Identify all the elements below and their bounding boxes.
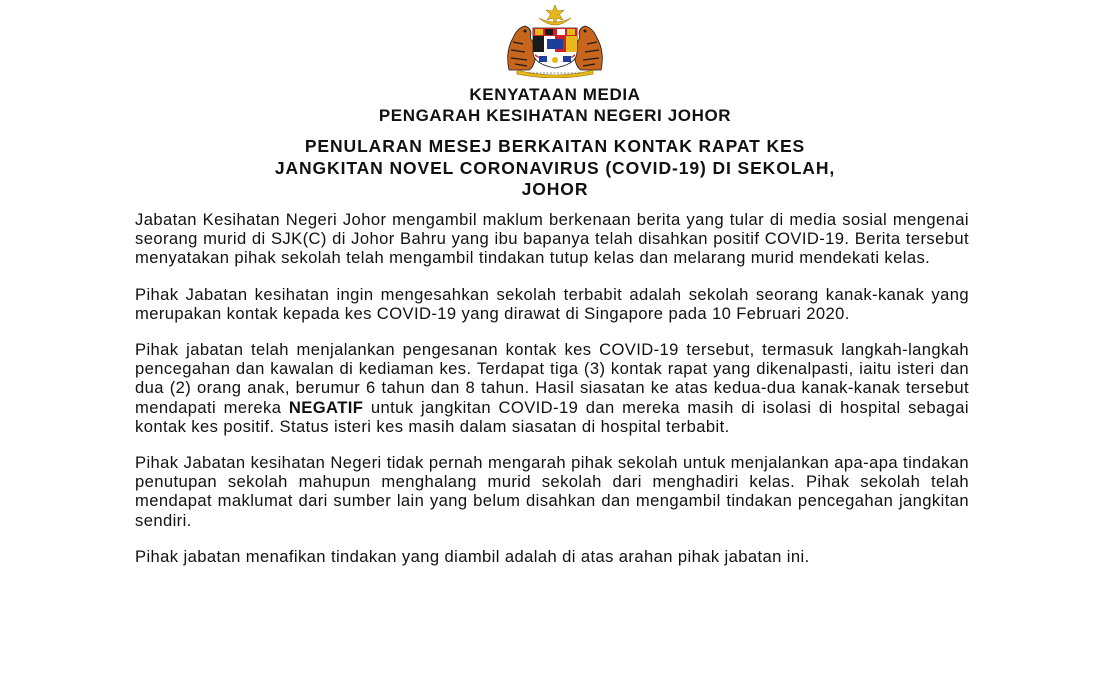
paragraph-3-text-after: untuk jangkitan COVID-19 dan mereka masih di isolasi di hospital sebagai kontak kes positif. Status isteri kes masih dalam siasatan di hospital terbabit. <box>135 397 970 436</box>
paragraph-2: Pihak Jabatan kesihatan ingin mengesahkan sekolah terbabit adalah sekolah seorang kanak-kanak yang merupakan kontak kepada kes COVID-19 yang dirawat di Singapore pada 10 Februari 2020. <box>135 284 969 323</box>
headline-line-2: JANGKITAN NOVEL CORONAVIRUS (COVID-19) DI SEKOLAH, <box>274 157 836 178</box>
issuing-authority: PENGARAH KESIHATAN NEGERI JOHOR <box>378 106 732 125</box>
crest-container <box>0 4 1110 78</box>
paragraph-3 <box>135 340 969 436</box>
paragraph-4: Pihak Jabatan kesihatan Negeri tidak pernah mengarah pihak sekolah untuk menjalankan apa-apa tindakan penutupan sekolah mahupun menghalang murid sekolah dari menghadiri kelas. Pihak sekolah telah mendapat maklumat dari sumber lain yang belum disahkan dan mengambil tindakan pencegahan jangkitan sendiri. <box>135 453 969 530</box>
headline-line-3: JOHOR <box>521 179 589 199</box>
crest-ribbon <box>517 70 593 78</box>
negative-result-emphasis: NEGATIF <box>288 397 364 417</box>
right-tiger <box>575 26 602 70</box>
crest-shield <box>533 28 577 68</box>
paragraph-1: Jabatan Kesihatan Negeri Johor mengambil maklum berkenaan berita yang tular di media sosial mengenai seorang murid di SJK(C) di Johor Bahru yang ibu bapanya telah disahkan positif COVID-19. Berita tersebut menyatakan pihak sekolah telah mengambil tindakan tutup kelas dan melarang murid mendekati kelas. <box>135 210 969 268</box>
paragraph-5: Pihak jabatan menafikan tindakan yang diambil adalah di atas arahan pihak jabatan ini. <box>135 546 810 566</box>
paragraph-3-text-before: Pihak jabatan telah menjalankan pengesanan kontak kes COVID-19 tersebut, termasuk langkah-langkah pencegahan dan kawalan di kediaman kes. Terdapat tiga (3) kontak rapat yang dikenalpasti, iaitu isteri dan dua (2) orang anak, berumur 6 tahun dan 8 tahun. Hasil siasatan ke atas kedua-dua kanak-kanak tersebut mendapati mereka <box>135 340 969 417</box>
statement-header <box>120 84 990 126</box>
statement-body <box>135 210 969 583</box>
malaysia-coat-of-arms-icon <box>495 4 615 78</box>
statement-type: KENYATAAN MEDIA <box>469 85 641 104</box>
headline-line-1: PENULARAN MESEJ BERKAITAN KONTAK RAPAT KES <box>304 136 806 156</box>
statement-headline <box>140 136 970 201</box>
left-tiger <box>508 26 535 70</box>
